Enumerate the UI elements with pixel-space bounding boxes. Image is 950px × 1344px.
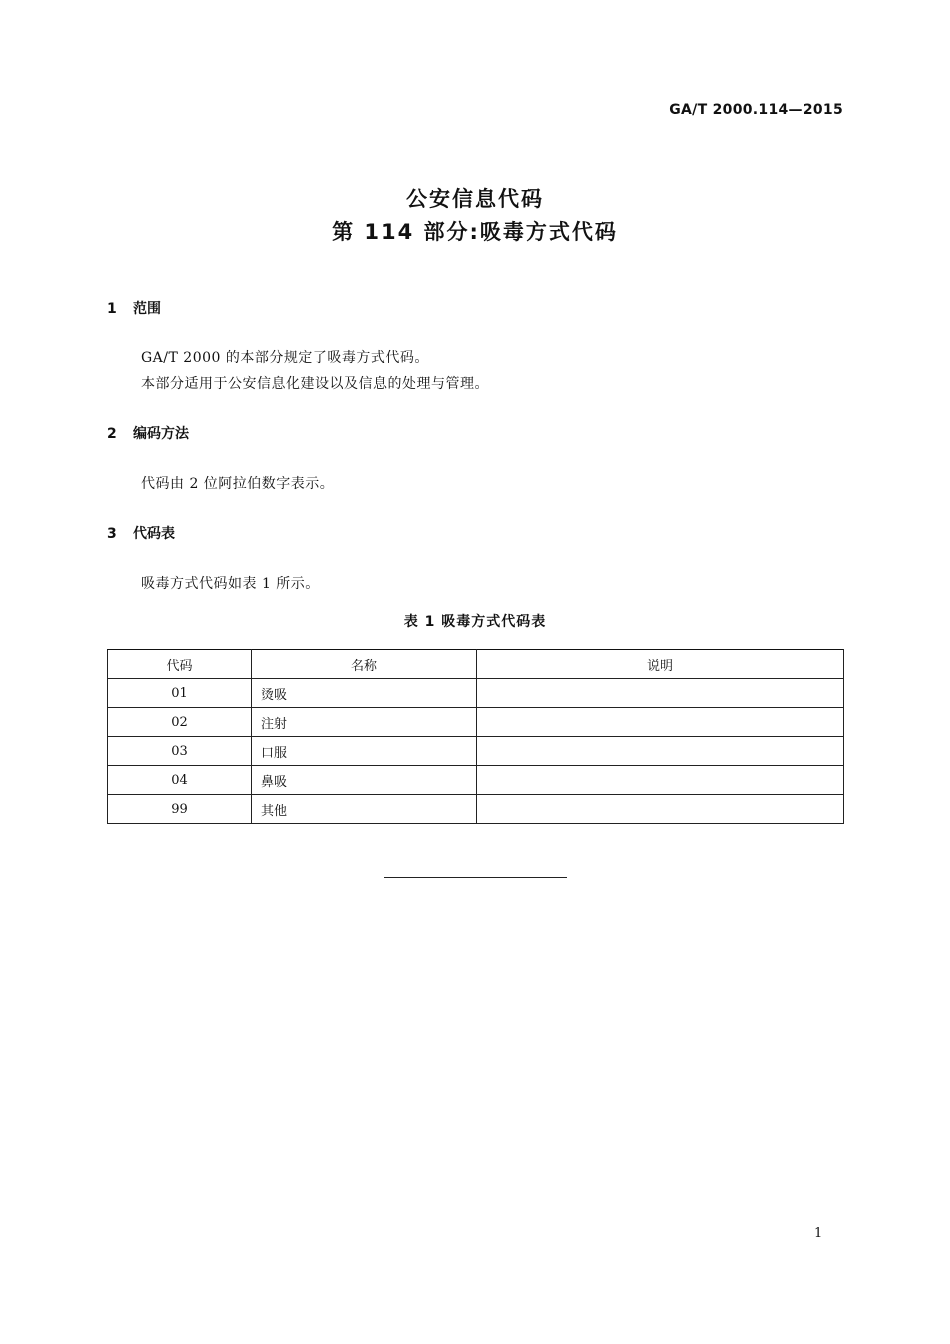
table-row: [108, 737, 844, 766]
cell-description: [477, 708, 844, 737]
table-header-row: [108, 650, 844, 679]
code-table: [107, 649, 844, 824]
page-number: 1: [814, 1226, 823, 1241]
cell-name: 烫吸: [252, 679, 477, 708]
column-header-name: 名称: [252, 650, 477, 679]
end-of-document-rule: [384, 877, 567, 878]
cell-code: 01: [108, 679, 252, 708]
table-row: [108, 795, 844, 824]
cell-name: 其他: [252, 795, 477, 824]
standard-number: GA/T 2000.114—2015: [669, 102, 843, 118]
table-caption: 表 1 吸毒方式代码表: [403, 614, 547, 630]
section-heading-code-table: [107, 523, 175, 543]
cell-description: [477, 679, 844, 708]
cell-code: 03: [108, 737, 252, 766]
cell-description: [477, 737, 844, 766]
document-subtitle: 第 114 部分:吸毒方式代码: [332, 220, 618, 244]
paragraph: 代码由 2 位阿拉伯数字表示。: [141, 476, 335, 492]
column-header-code: 代码: [108, 650, 252, 679]
cell-code: 04: [108, 766, 252, 795]
section-heading-coding-method: [107, 423, 189, 443]
section-title: 范围: [133, 301, 161, 317]
section-title: 编码方法: [133, 426, 189, 442]
section-heading-scope: [107, 298, 161, 318]
cell-name: 注射: [252, 708, 477, 737]
document-title: 公安信息代码: [406, 187, 544, 211]
section-number: 3: [107, 526, 117, 542]
cell-name: 鼻吸: [252, 766, 477, 795]
table-row: [108, 766, 844, 795]
cell-description: [477, 766, 844, 795]
table-row: [108, 679, 844, 708]
cell-code: 02: [108, 708, 252, 737]
column-header-description: 说明: [477, 650, 844, 679]
paragraph: 本部分适用于公安信息化建设以及信息的处理与管理。: [141, 376, 489, 392]
cell-description: [477, 795, 844, 824]
section-number: 1: [107, 301, 117, 317]
cell-name: 口服: [252, 737, 477, 766]
section-title: 代码表: [133, 526, 175, 542]
table-row: [108, 708, 844, 737]
section-number: 2: [107, 426, 117, 442]
paragraph: 吸毒方式代码如表 1 所示。: [141, 576, 320, 592]
cell-code: 99: [108, 795, 252, 824]
paragraph: GA/T 2000 的本部分规定了吸毒方式代码。: [141, 350, 429, 366]
